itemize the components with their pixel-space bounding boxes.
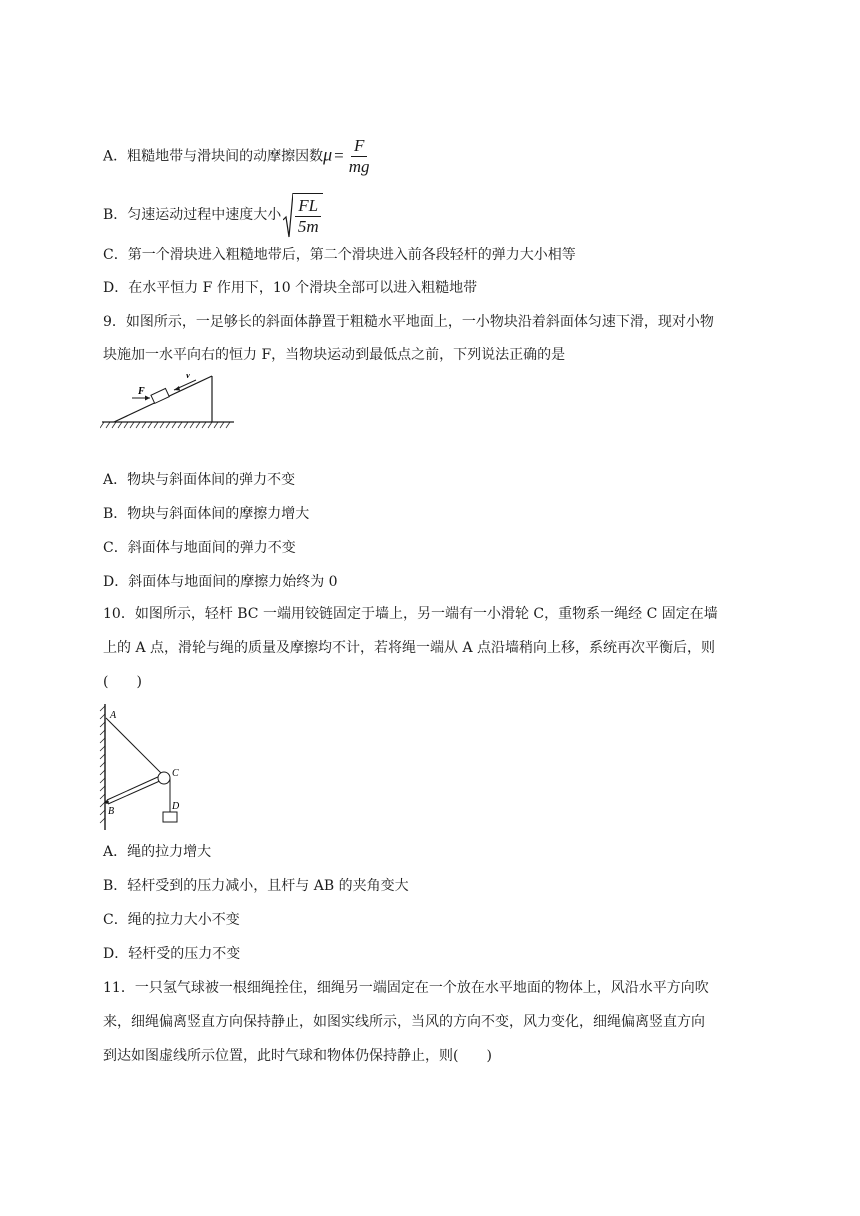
figure-label-f: F — [138, 386, 145, 397]
q10-option-a: A．绳的拉力增大 — [103, 844, 212, 860]
figure-label-a: A — [110, 710, 117, 721]
q10-option-c: C．绳的拉力大小不变 — [103, 912, 240, 928]
q9-option-a: A．物块与斜面体间的弹力不变 — [103, 472, 296, 488]
q9-option-d: D．斜面体与地面间的摩擦力始终为 0 — [103, 574, 338, 590]
q11-stem-line2: 来，细绳偏离竖直方向保持静止，如图实线所示，当风的方向不变，风力变化，细绳偏离竖直方向 — [103, 1014, 705, 1030]
q10-stem-line2: 上的 A 点，滑轮与绳的质量及摩擦均不计，若将绳一端从 A 点沿墙稍向上移，系统再次平衡后，则 — [103, 640, 716, 656]
q8-option-c: C．第一个滑块进入粗糙地带后，第二个滑块进入前各段轻杆的弹力大小相等 — [103, 247, 576, 263]
figure-label-c: C — [172, 768, 179, 779]
fraction-numerator: F — [351, 136, 367, 157]
radical-sign-icon — [283, 192, 293, 238]
q8-option-d: D．在水平恒力 F 作用下，10 个滑块全部可以进入粗糙地带 — [103, 280, 478, 296]
q8-option-b-text: B．匀速运动过程中速度大小 — [103, 207, 282, 223]
q10-stem-line1: 10．如图所示，轻杆 BC 一端用铰链固定于墙上，另一端有一小滑轮 C，重物系一绳经 C 固定在墙 — [103, 606, 718, 622]
fraction-fl-over-5m — [295, 196, 321, 237]
q8-option-b — [103, 192, 323, 238]
figure-label-d: D — [172, 801, 180, 812]
q11-stem-line3: 到达如图虚线所示位置，此时气球和物体仍保持静止，则( ) — [103, 1048, 492, 1064]
q8-option-a-text: A．粗糙地带与滑块间的动摩擦因数 — [103, 148, 324, 165]
q10-option-d: D．轻杆受的压力不变 — [103, 946, 241, 962]
q9-stem-line2: 块施加一水平向右的恒力 F，当物块运动到最低点之前，下列说法正确的是 — [103, 347, 566, 363]
incline-figure — [100, 374, 236, 434]
equals-sign: = — [334, 145, 344, 165]
mu-symbol: μ — [323, 144, 333, 165]
pulley-figure — [98, 700, 188, 832]
q10-stem-line3: ( ) — [103, 674, 142, 690]
fraction-denominator: mg — [348, 157, 370, 176]
fraction-denominator: 5m — [297, 217, 319, 236]
fraction-numerator: FL — [295, 196, 321, 217]
q9-option-b: B．物块与斜面体间的摩擦力增大 — [103, 506, 310, 522]
figure-label-v: v — [186, 374, 190, 380]
q8-option-a — [103, 136, 370, 177]
fraction-f-over-mg — [349, 136, 370, 177]
sqrt-expression — [283, 192, 323, 238]
q10-option-b: B．轻杆受到的压力减小，且杆与 AB 的夹角变大 — [103, 878, 409, 894]
q9-option-c: C．斜面体与地面间的弹力不变 — [103, 540, 296, 556]
q11-stem-line1: 11．一只氢气球被一根细绳拴住，细绳另一端固定在一个放在水平地面的物体上，风沿水平方向吹 — [103, 980, 709, 996]
q9-stem-line1: 9．如图所示，一足够长的斜面体静置于粗糙水平地面上，一小物块沿着斜面体匀速下滑，现对小物 — [103, 314, 714, 330]
figure-label-b: B — [108, 806, 115, 817]
